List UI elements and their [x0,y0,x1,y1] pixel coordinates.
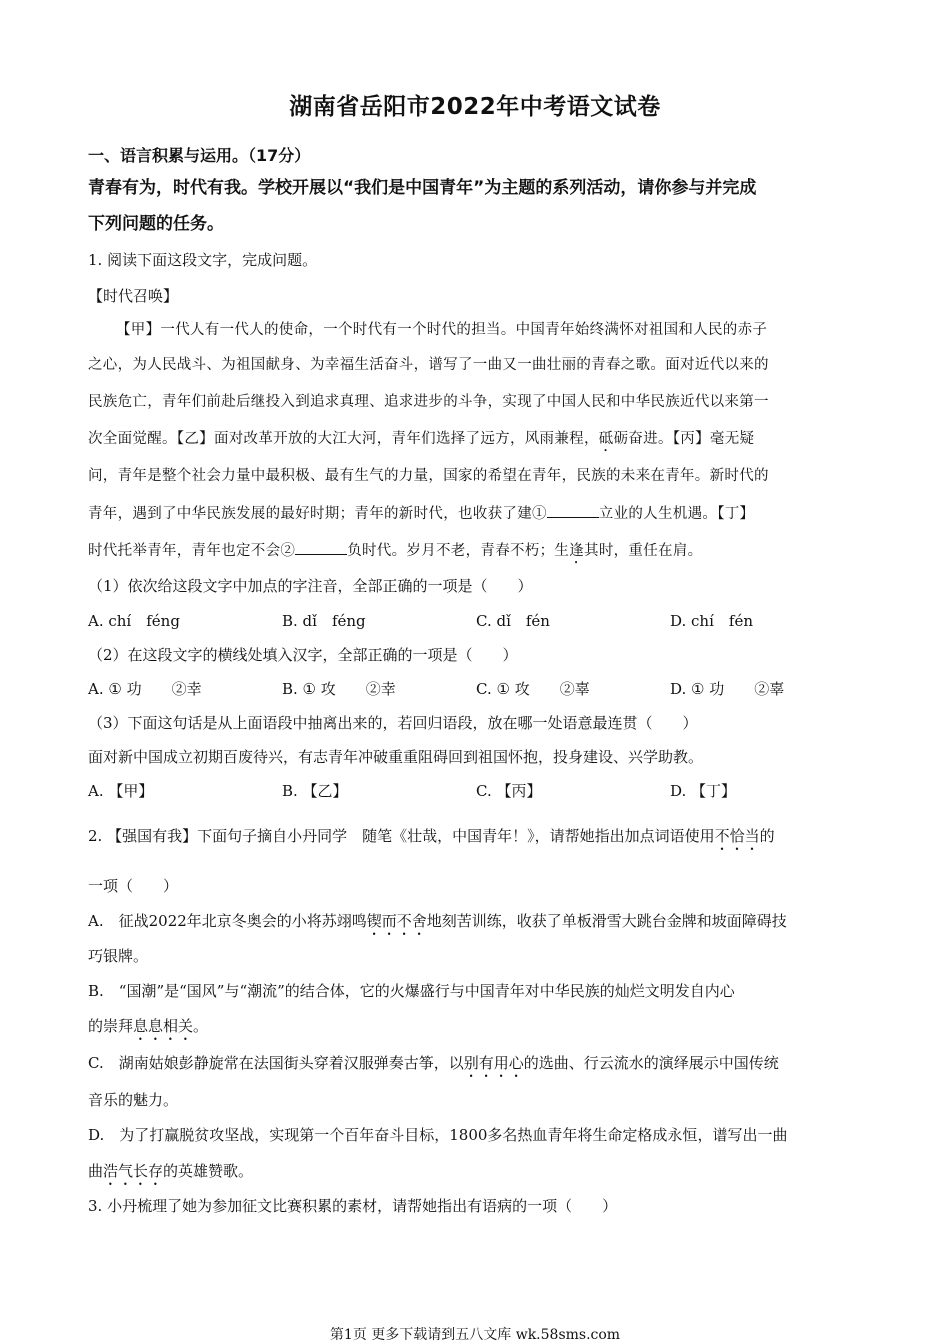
option-text: 曲 [88,1162,104,1180]
passage-line: 问，青年是整个社会力量中最积极、最有生气的力量，国家的希望在青年，民族的未来在青年。新时代的 [88,468,769,484]
dotted-phrase: 不恰当 [714,827,760,845]
page-footer: 第1页 更多下载请到五八文库 wk.58sms.com [329,1327,621,1343]
extracted-sentence: 面对新中国成立初期百废待兴，有志青年冲破重重阻碍回到祖国怀抱，投身建设、兴学助教。 [88,748,704,766]
question-1-stem: 1. 阅读下面这段文字，完成问题。 [88,251,318,269]
option-text: 的选曲、行云流水的演绎展示中国传统 [523,1054,779,1072]
option-text: C. 湖南姑娘彭静旋常在法国街头穿着汉服弹奏古筝，以 [88,1054,464,1072]
passage-text: 时代托举青年，青年也定不会② [88,543,296,559]
passage-text: 砺奋进。【丙】毫无疑 [613,431,755,447]
option-c-cont: 音乐的魅力。 [88,1091,179,1109]
option-d[interactable]: D. chí fén [670,612,753,630]
passage-line [88,503,868,524]
option-b[interactable]: B. dǐ féng [282,612,366,630]
passage-line: 之心，为人民战斗、为祖国献身、为幸福生活奋斗，谱写了一曲又一曲壮丽的青春之歌。面对近代以来的 [88,357,769,373]
passage-text: 负时代。岁月不老，青春不朽；生 [347,543,570,559]
dotted-character: 逢 [569,543,585,559]
passage-text: 其时，重任在肩。 [584,543,703,559]
passage-line [88,540,868,567]
passage-text: 次全面觉醒。【乙】面对改革开放的大江大河，青年们选择了远方，风雨兼程， [88,431,599,447]
option-b-cont [88,1016,868,1044]
option-d[interactable]: D. ① 功 ②辜 [670,680,785,698]
passage-text: 立业的人生机遇。【丁】 [598,506,755,522]
dotted-phrase: 锲而不舍 [366,912,427,930]
sub-question-2-stem: （2）在这段文字的横线处填入汉字，全部正确的一项是（ ） [88,646,518,664]
option-a[interactable]: A. chí féng [88,612,180,630]
option-text: A. 征战2022年北京冬奥会的小将苏翊鸣 [88,912,367,930]
option-text: 的英雄赞歌。 [163,1162,254,1180]
passage-line: 【甲】一代人有一代人的使命，一个时代有一个时代的担当。中国青年始终满怀对祖国和人民的赤子 [116,322,768,338]
section-heading: 一、语言积累与运用。（17分） [88,146,311,165]
option-b[interactable]: B. “国潮”是“国风”与“潮流”的结合体，它的火爆盛行与中国青年对中华民族的灿烂文明发自内心 [88,982,735,1000]
fill-blank-2[interactable] [295,540,347,555]
option-d-cont [88,1161,868,1189]
fill-blank-1[interactable] [547,503,599,518]
question-2-stem [88,826,868,854]
dotted-phrase: 息息相关 [133,1017,194,1035]
option-a[interactable] [88,911,868,939]
passage-line: 民族危亡，青年们前赴后继投入到追求真理、追求进步的斗争，实现了中国人民和中华民族近代以来第一 [88,394,769,410]
option-text: 的崇拜 [88,1017,134,1035]
option-c[interactable]: C. ① 攻 ②辜 [476,680,590,698]
dotted-character: 砥 [598,431,614,447]
section-intro-line-2: 下列问题的任务。 [88,214,224,234]
option-b[interactable]: B. 【乙】 [282,782,348,800]
option-d[interactable]: D. 【丁】 [670,782,737,800]
option-text: 。 [193,1017,209,1035]
passage-text: 青年，遇到了中华民族发展的最好时期；青年的新时代，也收获了建① [88,506,547,522]
option-a[interactable]: A. ① 功 ②幸 [88,680,202,698]
option-c[interactable]: C. 【丙】 [476,782,542,800]
option-text: 地刻苦训练，收获了单板滑雪大跳台金牌和坡面障碍技 [426,912,787,930]
passage-line [88,429,868,455]
passage-label: 【时代召唤】 [88,287,179,305]
option-b[interactable]: B. ① 攻 ②幸 [282,680,396,698]
stem-text: 2. 【强国有我】下面句子摘自小丹同学 随笔《壮哉，中国青年！》，请帮她指出加点词语使用 [88,827,715,845]
exam-title: 湖南省岳阳市2022年中考语文试卷 [289,94,661,120]
dotted-phrase: 别有用心 [463,1054,524,1072]
sub-question-1-stem: （1）依次给这段文字中加点的字注音，全部正确的一项是（ ） [88,577,533,595]
sub-question-3-stem: （3）下面这句话是从上面语段中抽离出来的，若回归语段，放在哪一处语意最连贯（ ） [88,714,698,732]
option-c[interactable] [88,1053,868,1081]
option-d[interactable]: D. 为了打赢脱贫攻坚战，实现第一个百年奋斗目标，1800多名热血青年将生命定格成永恒，谱写出一曲 [88,1126,788,1144]
option-a-cont: 巧银牌。 [88,947,149,965]
option-c[interactable]: C. dǐ fén [476,612,550,630]
dotted-phrase: 浩气长存 [103,1162,164,1180]
question-3-stem: 3. 小丹梳理了她为参加征文比赛积累的素材，请帮她指出有语病的一项（ ） [88,1197,618,1215]
section-intro-line-1: 青春有为，时代有我。学校开展以“我们是中国青年”为主题的系列活动，请你参与并完成 [88,178,757,198]
stem-text: 的 [759,827,775,845]
option-a[interactable]: A. 【甲】 [88,782,154,800]
question-2-stem-cont: 一项（ ） [88,877,179,895]
